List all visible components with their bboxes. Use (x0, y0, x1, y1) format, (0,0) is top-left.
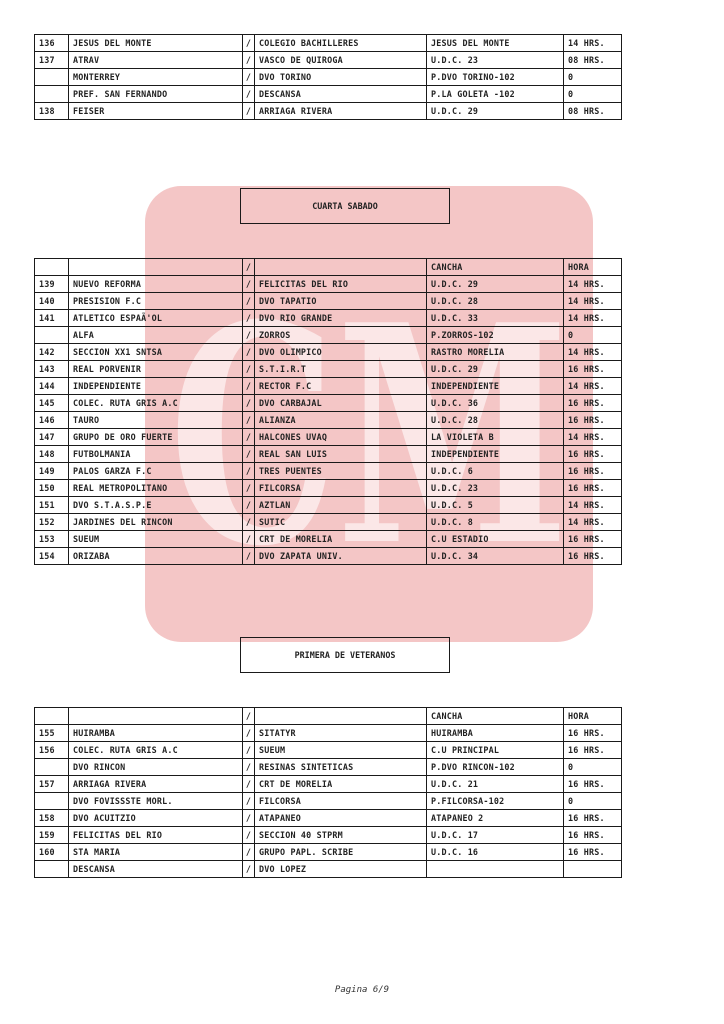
time-cell: 16 HRS. (564, 725, 622, 742)
table-row (35, 259, 622, 276)
home-team-cell: COLEC. RUTA GRIS A.C (69, 742, 243, 759)
table-row (35, 497, 622, 514)
time-cell (564, 861, 622, 878)
away-team-cell: DVO RIO GRANDE (255, 310, 427, 327)
time-cell: 16 HRS. (564, 548, 622, 565)
match-number-cell (35, 708, 69, 725)
separator-cell: / (243, 35, 255, 52)
match-number-cell: 142 (35, 344, 69, 361)
away-team-cell: DVO TORINO (255, 69, 427, 86)
separator-cell: / (243, 86, 255, 103)
time-cell: 14 HRS. (564, 497, 622, 514)
field-cell: CANCHA (427, 259, 564, 276)
home-team-cell: FELICITAS DEL RIO (69, 827, 243, 844)
away-team-cell: TRES PUENTES (255, 463, 427, 480)
away-team-cell: ALIANZA (255, 412, 427, 429)
field-cell: P.ZORROS-102 (427, 327, 564, 344)
field-cell: U.D.C. 16 (427, 844, 564, 861)
separator-cell: / (243, 395, 255, 412)
home-team-cell: NUEVO REFORMA (69, 276, 243, 293)
separator-cell: / (243, 412, 255, 429)
separator-cell: / (243, 327, 255, 344)
home-team-cell: ALFA (69, 327, 243, 344)
field-cell: U.D.C. 17 (427, 827, 564, 844)
away-team-cell: REAL SAN LUIS (255, 446, 427, 463)
field-cell: C.U PRINCIPAL (427, 742, 564, 759)
home-team-cell (69, 708, 243, 725)
away-team-cell (255, 708, 427, 725)
match-number-cell: 139 (35, 276, 69, 293)
time-cell: 16 HRS. (564, 446, 622, 463)
home-team-cell: SUEUM (69, 531, 243, 548)
separator-cell: / (243, 310, 255, 327)
field-cell: U.D.C. 23 (427, 480, 564, 497)
away-team-cell: RECTOR F.C (255, 378, 427, 395)
home-team-cell: REAL PORVENIR (69, 361, 243, 378)
table-row (35, 395, 622, 412)
schedule-table-cuarta-sabado (34, 258, 622, 565)
field-cell: LA VIOLETA B (427, 429, 564, 446)
time-cell: 14 HRS. (564, 276, 622, 293)
away-team-cell (255, 259, 427, 276)
away-team-cell: DVO TAPATIO (255, 293, 427, 310)
separator-cell: / (243, 463, 255, 480)
separator-cell: / (243, 861, 255, 878)
section-title-primera-veteranos: PRIMERA DE VETERANOS (240, 637, 450, 673)
home-team-cell: JARDINES DEL RINCON (69, 514, 243, 531)
home-team-cell: GRUPO DE ORO FUERTE (69, 429, 243, 446)
away-team-cell: ATAPANEO (255, 810, 427, 827)
home-team-cell: STA MARIA (69, 844, 243, 861)
table-row (35, 742, 622, 759)
separator-cell: / (243, 514, 255, 531)
home-team-cell: INDEPENDIENTE (69, 378, 243, 395)
home-team-cell: ORIZABA (69, 548, 243, 565)
home-team-cell: DVO ACUITZIO (69, 810, 243, 827)
field-cell: P.DVO TORINO-102 (427, 69, 564, 86)
match-number-cell: 149 (35, 463, 69, 480)
separator-cell: / (243, 103, 255, 120)
match-number-cell: 145 (35, 395, 69, 412)
match-number-cell: 151 (35, 497, 69, 514)
separator-cell: / (243, 429, 255, 446)
time-cell: HORA (564, 259, 622, 276)
away-team-cell: ZORROS (255, 327, 427, 344)
match-number-cell: 154 (35, 548, 69, 565)
field-cell: CANCHA (427, 708, 564, 725)
match-number-cell: 144 (35, 378, 69, 395)
table-row (35, 361, 622, 378)
field-cell: U.D.C. 6 (427, 463, 564, 480)
match-number-cell: 153 (35, 531, 69, 548)
table-row (35, 378, 622, 395)
schedule-table-primera-veteranos (34, 707, 622, 878)
time-cell: 16 HRS. (564, 742, 622, 759)
match-number-cell (35, 86, 69, 103)
time-cell: 08 HRS. (564, 103, 622, 120)
time-cell: 14 HRS. (564, 514, 622, 531)
table-row (35, 35, 622, 52)
time-cell: 14 HRS. (564, 310, 622, 327)
time-cell: 16 HRS. (564, 531, 622, 548)
home-team-cell: DVO RINCON (69, 759, 243, 776)
table-row (35, 827, 622, 844)
separator-cell: / (243, 276, 255, 293)
time-cell: 0 (564, 69, 622, 86)
match-number-cell: 148 (35, 446, 69, 463)
table-row (35, 86, 622, 103)
table-row (35, 548, 622, 565)
field-cell: C.U ESTADIO (427, 531, 564, 548)
table-row (35, 344, 622, 361)
field-cell: RASTRO MORELIA (427, 344, 564, 361)
separator-cell: / (243, 844, 255, 861)
separator-cell: / (243, 52, 255, 69)
time-cell: 14 HRS. (564, 35, 622, 52)
table-row (35, 429, 622, 446)
table-row (35, 776, 622, 793)
away-team-cell: DESCANSA (255, 86, 427, 103)
field-cell: U.D.C. 29 (427, 276, 564, 293)
table-row (35, 276, 622, 293)
watermark-letters: CM (169, 259, 569, 612)
separator-cell: / (243, 810, 255, 827)
home-team-cell: FUTBOLMANIA (69, 446, 243, 463)
match-number-cell: 159 (35, 827, 69, 844)
table-row (35, 327, 622, 344)
home-team-cell: TAURO (69, 412, 243, 429)
time-cell: 0 (564, 327, 622, 344)
match-number-cell: 143 (35, 361, 69, 378)
away-team-cell: AZTLAN (255, 497, 427, 514)
match-number-cell (35, 793, 69, 810)
home-team-cell: DVO S.T.A.S.P.E (69, 497, 243, 514)
match-number-cell: 160 (35, 844, 69, 861)
away-team-cell: CRT DE MORELIA (255, 776, 427, 793)
time-cell: 14 HRS. (564, 293, 622, 310)
field-cell: INDEPENDIENTE (427, 378, 564, 395)
table-row (35, 412, 622, 429)
field-cell: U.D.C. 29 (427, 103, 564, 120)
away-team-cell: FILCORSA (255, 480, 427, 497)
away-team-cell: CRT DE MORELIA (255, 531, 427, 548)
away-team-cell: SUTIC (255, 514, 427, 531)
time-cell: 16 HRS. (564, 827, 622, 844)
table-row (35, 844, 622, 861)
time-cell: 16 HRS. (564, 412, 622, 429)
away-team-cell: HALCONES UVAQ (255, 429, 427, 446)
time-cell: 16 HRS. (564, 844, 622, 861)
match-number-cell (35, 861, 69, 878)
home-team-cell: ARRIAGA RIVERA (69, 776, 243, 793)
time-cell: 16 HRS. (564, 480, 622, 497)
table-row (35, 514, 622, 531)
away-team-cell: DVO OLIMPICO (255, 344, 427, 361)
separator-cell: / (243, 742, 255, 759)
time-cell: 14 HRS. (564, 378, 622, 395)
time-cell: 14 HRS. (564, 429, 622, 446)
separator-cell: / (243, 480, 255, 497)
match-number-cell: 156 (35, 742, 69, 759)
time-cell: 08 HRS. (564, 52, 622, 69)
field-cell: ATAPANEO 2 (427, 810, 564, 827)
table-row (35, 103, 622, 120)
table-row (35, 725, 622, 742)
field-cell: U.D.C. 21 (427, 776, 564, 793)
separator-cell: / (243, 531, 255, 548)
time-cell: HORA (564, 708, 622, 725)
match-number-cell: 152 (35, 514, 69, 531)
home-team-cell: FEISER (69, 103, 243, 120)
field-cell: U.D.C. 33 (427, 310, 564, 327)
away-team-cell: FILCORSA (255, 793, 427, 810)
field-cell: U.D.C. 23 (427, 52, 564, 69)
separator-cell: / (243, 361, 255, 378)
separator-cell: / (243, 776, 255, 793)
home-team-cell: ATRAV (69, 52, 243, 69)
match-number-cell (35, 259, 69, 276)
field-cell: U.D.C. 29 (427, 361, 564, 378)
match-number-cell (35, 327, 69, 344)
table-row (35, 69, 622, 86)
away-team-cell: DVO CARBAJAL (255, 395, 427, 412)
match-number-cell: 155 (35, 725, 69, 742)
time-cell: 16 HRS. (564, 776, 622, 793)
time-cell: 14 HRS. (564, 344, 622, 361)
page-footer: Pagina 6/9 (334, 985, 390, 995)
table-row (35, 793, 622, 810)
away-team-cell: COLEGIO BACHILLERES (255, 35, 427, 52)
time-cell: 0 (564, 793, 622, 810)
away-team-cell: RESINAS SINTETICAS (255, 759, 427, 776)
home-team-cell: PREF. SAN FERNANDO (69, 86, 243, 103)
table-row (35, 446, 622, 463)
table-row (35, 531, 622, 548)
home-team-cell: JESUS DEL MONTE (69, 35, 243, 52)
field-cell: P.DVO RINCON-102 (427, 759, 564, 776)
away-team-cell: S.T.I.R.T (255, 361, 427, 378)
home-team-cell: SECCION XX1 SNTSA (69, 344, 243, 361)
field-cell: JESUS DEL MONTE (427, 35, 564, 52)
match-number-cell: 136 (35, 35, 69, 52)
separator-cell: / (243, 344, 255, 361)
section-title-cuarta-sabado: CUARTA SABADO (240, 188, 450, 224)
away-team-cell: ARRIAGA RIVERA (255, 103, 427, 120)
field-cell: U.D.C. 34 (427, 548, 564, 565)
match-number-cell: 158 (35, 810, 69, 827)
away-team-cell: DVO LOPEZ (255, 861, 427, 878)
away-team-cell: DVO ZAPATA UNIV. (255, 548, 427, 565)
home-team-cell: COLEC. RUTA GRIS A.C (69, 395, 243, 412)
home-team-cell: HUIRAMBA (69, 725, 243, 742)
home-team-cell: PRESISION F.C (69, 293, 243, 310)
field-cell: U.D.C. 5 (427, 497, 564, 514)
time-cell: 16 HRS. (564, 395, 622, 412)
match-number-cell (35, 759, 69, 776)
separator-cell: / (243, 378, 255, 395)
match-number-cell: 140 (35, 293, 69, 310)
field-cell: U.D.C. 28 (427, 293, 564, 310)
home-team-cell: DESCANSA (69, 861, 243, 878)
away-team-cell: FELICITAS DEL RIO (255, 276, 427, 293)
separator-cell: / (243, 259, 255, 276)
match-number-cell: 157 (35, 776, 69, 793)
field-cell: INDEPENDIENTE (427, 446, 564, 463)
field-cell: P.FILCORSA-102 (427, 793, 564, 810)
separator-cell: / (243, 69, 255, 86)
match-number-cell: 137 (35, 52, 69, 69)
separator-cell: / (243, 793, 255, 810)
match-number-cell: 150 (35, 480, 69, 497)
table-row (35, 759, 622, 776)
home-team-cell: PALOS GARZA F.C (69, 463, 243, 480)
away-team-cell: VASCO DE QUIROGA (255, 52, 427, 69)
separator-cell: / (243, 497, 255, 514)
away-team-cell: SUEUM (255, 742, 427, 759)
separator-cell: / (243, 548, 255, 565)
separator-cell: / (243, 759, 255, 776)
home-team-cell (69, 259, 243, 276)
table-row (35, 52, 622, 69)
separator-cell: / (243, 446, 255, 463)
time-cell: 16 HRS. (564, 361, 622, 378)
time-cell: 16 HRS. (564, 810, 622, 827)
away-team-cell: SITATYR (255, 725, 427, 742)
home-team-cell: REAL METROPOLITANO (69, 480, 243, 497)
field-cell: U.D.C. 8 (427, 514, 564, 531)
table-row (35, 463, 622, 480)
away-team-cell: SECCION 40 STPRM (255, 827, 427, 844)
time-cell: 0 (564, 759, 622, 776)
field-cell: HUIRAMBA (427, 725, 564, 742)
separator-cell: / (243, 827, 255, 844)
home-team-cell: ATLETICO ESPAÃ'OL (69, 310, 243, 327)
schedule-table-1 (34, 34, 622, 120)
table-row (35, 480, 622, 497)
match-number-cell (35, 69, 69, 86)
field-cell: U.D.C. 28 (427, 412, 564, 429)
field-cell (427, 861, 564, 878)
separator-cell: / (243, 293, 255, 310)
match-number-cell: 147 (35, 429, 69, 446)
away-team-cell: GRUPO PAPL. SCRIBE (255, 844, 427, 861)
table-row (35, 310, 622, 327)
field-cell: P.LA GOLETA -102 (427, 86, 564, 103)
field-cell: U.D.C. 36 (427, 395, 564, 412)
time-cell: 16 HRS. (564, 463, 622, 480)
home-team-cell: DVO FOVISSSTE MORL. (69, 793, 243, 810)
match-number-cell: 146 (35, 412, 69, 429)
home-team-cell: MONTERREY (69, 69, 243, 86)
separator-cell: / (243, 708, 255, 725)
match-number-cell: 138 (35, 103, 69, 120)
time-cell: 0 (564, 86, 622, 103)
table-row (35, 861, 622, 878)
match-number-cell: 141 (35, 310, 69, 327)
table-row (35, 708, 622, 725)
table-row (35, 293, 622, 310)
table-row (35, 810, 622, 827)
separator-cell: / (243, 725, 255, 742)
